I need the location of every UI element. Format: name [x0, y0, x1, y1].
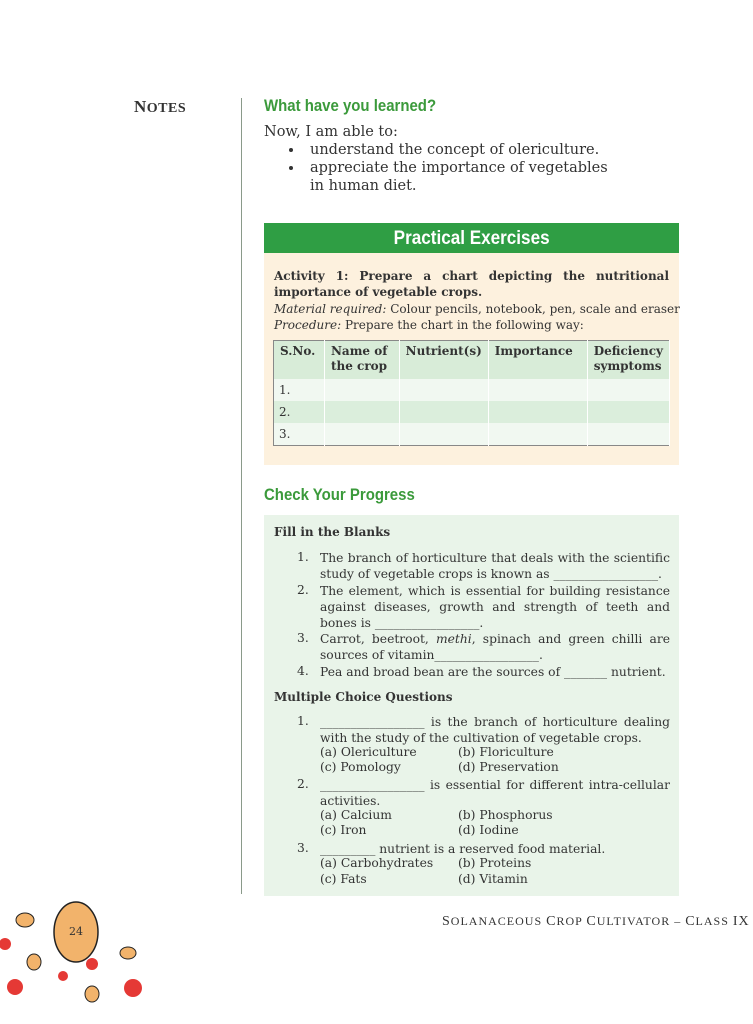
question-number: 3. [297, 631, 309, 645]
margin-divider [241, 98, 242, 894]
question-number: 2. [297, 583, 309, 597]
progress-heading: Check Your Progress [264, 485, 415, 504]
mcq-heading: Multiple Choice Questions [274, 690, 453, 704]
table-cell: 2. [274, 401, 325, 423]
mcq-option: (a) Calcium [320, 808, 392, 822]
table-header: Importance [488, 341, 587, 380]
mcq-question: _________________ is the branch of horticulture dealing with the study of the cultivation of vegetable crops. [320, 715, 670, 745]
potato-icon [16, 913, 34, 927]
mcq-option: (a) Carbohydrates [320, 856, 434, 870]
running-footer: SOLANACEOUS CROP CULTIVATOR – CLASS IX [442, 914, 750, 929]
fill-question: Pea and broad bean are the sources of _______ nutrient. [320, 665, 666, 679]
page-number: 24 [69, 925, 83, 938]
mcq-option: (b) Proteins [458, 856, 532, 870]
procedure-line: Procedure: Prepare the chart in the following way: [274, 318, 584, 332]
question-number: 3. [297, 841, 309, 855]
mcq-option: (b) Floriculture [458, 745, 554, 759]
material-line: Material required: Colour pencils, notebook, pen, scale and eraser [274, 302, 680, 316]
tomato-icon [7, 979, 23, 995]
table-header: Name of the crop [324, 341, 399, 380]
mcq-option: (c) Pomology [320, 760, 401, 774]
question-number: 2. [297, 777, 309, 791]
learned-intro: Now, I am able to: [264, 124, 398, 140]
activity-title: Activity 1: Prepare a chart depicting the nutritional importance of vegetable crops. [274, 269, 669, 299]
practical-heading-bar: Practical Exercises [264, 223, 679, 253]
fill-question: The element, which is essential for building resistance against diseases, growth and strength of teeth and bones is _________________. [320, 584, 670, 630]
table-header: S.No. [274, 341, 325, 380]
mcq-option: (c) Fats [320, 872, 367, 886]
tomato-icon [0, 938, 11, 950]
mcq-option: (d) Preservation [458, 760, 559, 774]
table-header-row [274, 341, 670, 380]
activity-box [264, 253, 679, 465]
progress-box [264, 515, 679, 896]
mcq-option: (d) Iodine [458, 823, 519, 837]
question-number: 4. [297, 664, 309, 678]
vegetable-decoration [0, 895, 160, 1020]
learned-heading: What have you learned? [264, 96, 437, 115]
mcq-question: _________ nutrient is a reserved food material. [320, 842, 606, 856]
fill-question: The branch of horticulture that deals with the scientific study of vegetable crops is known as _________________. [320, 551, 670, 581]
mcq-option: (a) Olericulture [320, 745, 417, 759]
mcq-option: (d) Vitamin [458, 872, 528, 886]
mcq-option: (c) Iron [320, 823, 367, 837]
mcq-option: (b) Phosphorus [458, 808, 553, 822]
learned-list [264, 141, 684, 195]
tomato-icon [58, 971, 68, 981]
potato-icon [120, 947, 136, 959]
table-header: Deficiency symptoms [587, 341, 669, 380]
tomato-icon [86, 958, 98, 970]
question-number: 1. [297, 714, 309, 728]
table-row [274, 379, 670, 401]
notes-label: NOTES [134, 97, 187, 116]
learned-item: • understand the concept of olericulture. [304, 141, 684, 159]
mcq-question: _________________ is essential for different intra-cellular activities. [320, 778, 670, 808]
learned-section [264, 123, 684, 195]
table-row [274, 401, 670, 423]
tomato-icon [124, 979, 142, 997]
chart-table [273, 340, 670, 446]
question-number: 1. [297, 550, 309, 564]
learned-item: • appreciate the importance of vegetables in human diet. [304, 159, 610, 195]
fill-heading: Fill in the Blanks [274, 525, 391, 539]
fill-question: Carrot, beetroot, methi, spinach and green chilli are sources of vitamin_________________. [320, 632, 670, 662]
potato-icon [27, 954, 41, 970]
table-row [274, 423, 670, 446]
table-cell: 1. [274, 379, 325, 401]
table-header: Nutrient(s) [399, 341, 488, 380]
potato-icon [85, 986, 99, 1002]
table-cell: 3. [274, 423, 325, 446]
